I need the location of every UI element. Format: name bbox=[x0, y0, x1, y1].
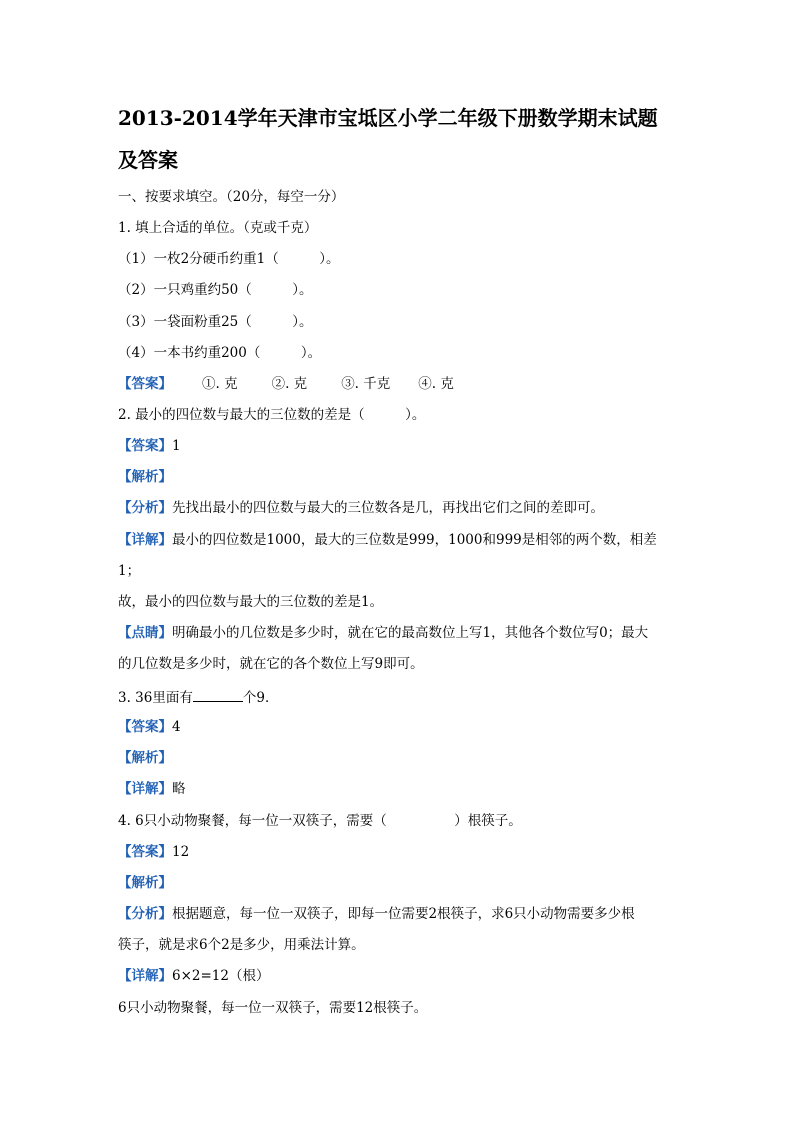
answer-value: ④. 克 bbox=[418, 376, 454, 392]
question-4-detail bbox=[118, 967, 269, 985]
detail-tag: 【详解】 bbox=[118, 781, 172, 797]
answer-value: 4 bbox=[172, 719, 181, 735]
answer-value: ①. 克 bbox=[202, 376, 238, 392]
question-2-detail-line-1 bbox=[118, 531, 657, 549]
answer-value: ③. 千克 bbox=[341, 376, 391, 392]
question-4-answer bbox=[118, 843, 189, 861]
question-4-analysis-line-2: 筷子，就是求6个2是多少，用乘法计算。 bbox=[118, 937, 365, 953]
question-3-stem-post: 个9． bbox=[242, 690, 279, 706]
question-2-conclusion: 故，最小的四位数与最大的三位数的差是1。 bbox=[118, 594, 384, 610]
question-2-detail-line-2: 1； bbox=[118, 563, 141, 579]
answer-tag: 【答案】 bbox=[118, 719, 172, 735]
answer-value: ②. 克 bbox=[271, 376, 308, 392]
analysis-subtag: 【分析】 bbox=[118, 906, 172, 922]
question-1-item-4: （4）一本书约重200（ ）。 bbox=[118, 345, 322, 361]
analysis-tag: 【解析】 bbox=[118, 469, 172, 485]
question-2-answer bbox=[118, 437, 181, 455]
question-2-note-line-1 bbox=[118, 624, 648, 642]
question-4-stem: 4. 6只小动物聚餐，每一位一双筷子，需要（ ）根筷子。 bbox=[118, 813, 522, 829]
answer-tag: 【答案】 bbox=[118, 438, 172, 454]
question-2-note-line-2: 的几位数是多少时，就在它的各个数位上写9即可。 bbox=[118, 656, 424, 672]
analysis-text: 先找出最小的四位数与最大的三位数各是几，再找出它们之间的差即可。 bbox=[172, 500, 604, 516]
detail-tag: 【详解】 bbox=[118, 968, 172, 984]
question-1-item-2: （2）一只鸡重约50（ ）。 bbox=[118, 282, 313, 298]
note-text: 明确最小的几位数是多少时，就在它的最高数位上写1，其他各个数位写0；最大 bbox=[172, 625, 649, 641]
question-3-stem-pre: 3. 36里面有 bbox=[118, 690, 193, 706]
document-title-line-1: 2013-2014学年天津市宝坻区小学二年级下册数学期末试题 bbox=[118, 106, 658, 130]
answer-tag: 【答案】 bbox=[118, 844, 172, 860]
detail-text: 略 bbox=[172, 781, 186, 797]
answer-tag: 【答案】 bbox=[118, 376, 172, 392]
document-title-line-2: 及答案 bbox=[118, 148, 178, 172]
answer-value: 12 bbox=[172, 844, 190, 860]
question-3-answer bbox=[118, 718, 181, 736]
question-1-stem: 1. 填上合适的单位。（克或千克） bbox=[118, 220, 318, 236]
analysis-tag: 【解析】 bbox=[118, 750, 172, 766]
question-1-answer bbox=[118, 375, 454, 393]
analysis-tag: 【解析】 bbox=[118, 875, 172, 891]
question-4-conclusion: 6只小动物聚餐，每一位一双筷子，需要12根筷子。 bbox=[118, 1000, 428, 1016]
question-1-item-1: （1）一枚2分硬币约重1（ ）。 bbox=[118, 251, 340, 267]
answer-value: 1 bbox=[172, 438, 181, 454]
question-1-item-3: （3）一袋面粉重25（ ）。 bbox=[118, 314, 313, 330]
question-3-stem bbox=[118, 687, 278, 707]
question-4-analysis-line-1 bbox=[118, 905, 635, 923]
fill-in-blank bbox=[193, 687, 243, 702]
question-2-analysis-heading bbox=[118, 468, 172, 486]
question-4-analysis-heading bbox=[118, 874, 172, 892]
analysis-subtag: 【分析】 bbox=[118, 500, 172, 516]
detail-text: 6×2=12（根） bbox=[172, 968, 270, 984]
question-2-analysis bbox=[118, 499, 604, 517]
section-heading: 一、按要求填空。（20分，每空一分） bbox=[118, 189, 345, 205]
note-tag: 【点睛】 bbox=[118, 625, 172, 641]
question-3-analysis-heading bbox=[118, 749, 172, 767]
question-3-detail bbox=[118, 780, 186, 798]
detail-text: 最小的四位数是1000，最大的三位数是999，1000和999是相邻的两个数，相差 bbox=[172, 532, 657, 548]
detail-tag: 【详解】 bbox=[118, 532, 172, 548]
question-2-stem: 2. 最小的四位数与最大的三位数的差是（ ）。 bbox=[118, 407, 426, 423]
analysis-text: 根据题意，每一位一双筷子，即每一位需要2根筷子，求6只小动物需要多少根 bbox=[172, 906, 635, 922]
